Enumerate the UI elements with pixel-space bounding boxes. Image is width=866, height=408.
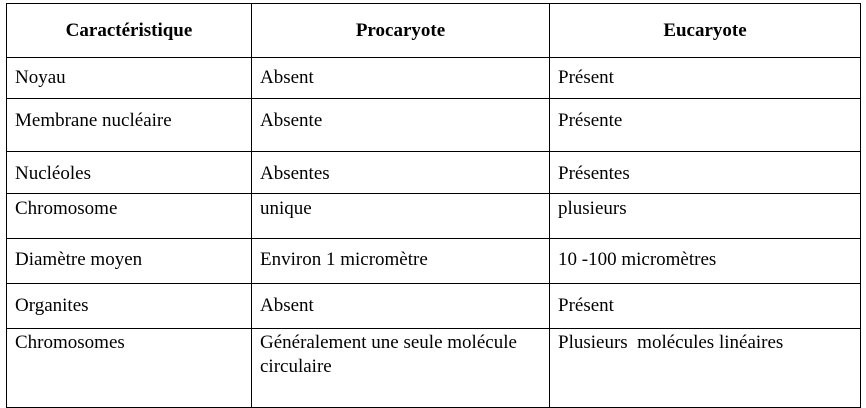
- cell-eukaryote: plusieurs: [550, 194, 861, 239]
- cell-prokaryote: Généralement une seule molécule circulaire: [252, 329, 550, 408]
- comparison-table: [6, 3, 861, 408]
- cell-prokaryote: unique: [252, 194, 550, 239]
- cell-characteristic: Nucléoles: [7, 152, 252, 194]
- cell-eukaryote: Présent: [550, 284, 861, 329]
- cell-eukaryote: 10 -100 micromètres: [550, 239, 861, 284]
- cell-characteristic: Chromosome: [7, 194, 252, 239]
- cell-characteristic: Chromosomes: [7, 329, 252, 408]
- cell-characteristic: Noyau: [7, 58, 252, 99]
- table-row: [7, 152, 861, 194]
- header-eukaryote: Eucaryote: [550, 4, 861, 58]
- table-row: [7, 194, 861, 239]
- cell-eukaryote: Plusieurs molécules linéaires: [550, 329, 861, 408]
- cell-prokaryote: Environ 1 micromètre: [252, 239, 550, 284]
- header-characteristic: Caractéristique: [7, 4, 252, 58]
- cell-eukaryote: Présente: [550, 99, 861, 152]
- table-row: [7, 284, 861, 329]
- cell-eukaryote: Présentes: [550, 152, 861, 194]
- cell-eukaryote: Présent: [550, 58, 861, 99]
- cell-prokaryote: Absent: [252, 284, 550, 329]
- header-prokaryote: Procaryote: [252, 4, 550, 58]
- table-row: [7, 99, 861, 152]
- cell-characteristic: Diamètre moyen: [7, 239, 252, 284]
- cell-prokaryote: Absentes: [252, 152, 550, 194]
- cell-characteristic: Membrane nucléaire: [7, 99, 252, 152]
- cell-characteristic: Organites: [7, 284, 252, 329]
- table-row: [7, 239, 861, 284]
- table-row: [7, 329, 861, 408]
- cell-prokaryote: Absent: [252, 58, 550, 99]
- cell-prokaryote: Absente: [252, 99, 550, 152]
- table-row: [7, 58, 861, 99]
- table-header-row: [7, 4, 861, 58]
